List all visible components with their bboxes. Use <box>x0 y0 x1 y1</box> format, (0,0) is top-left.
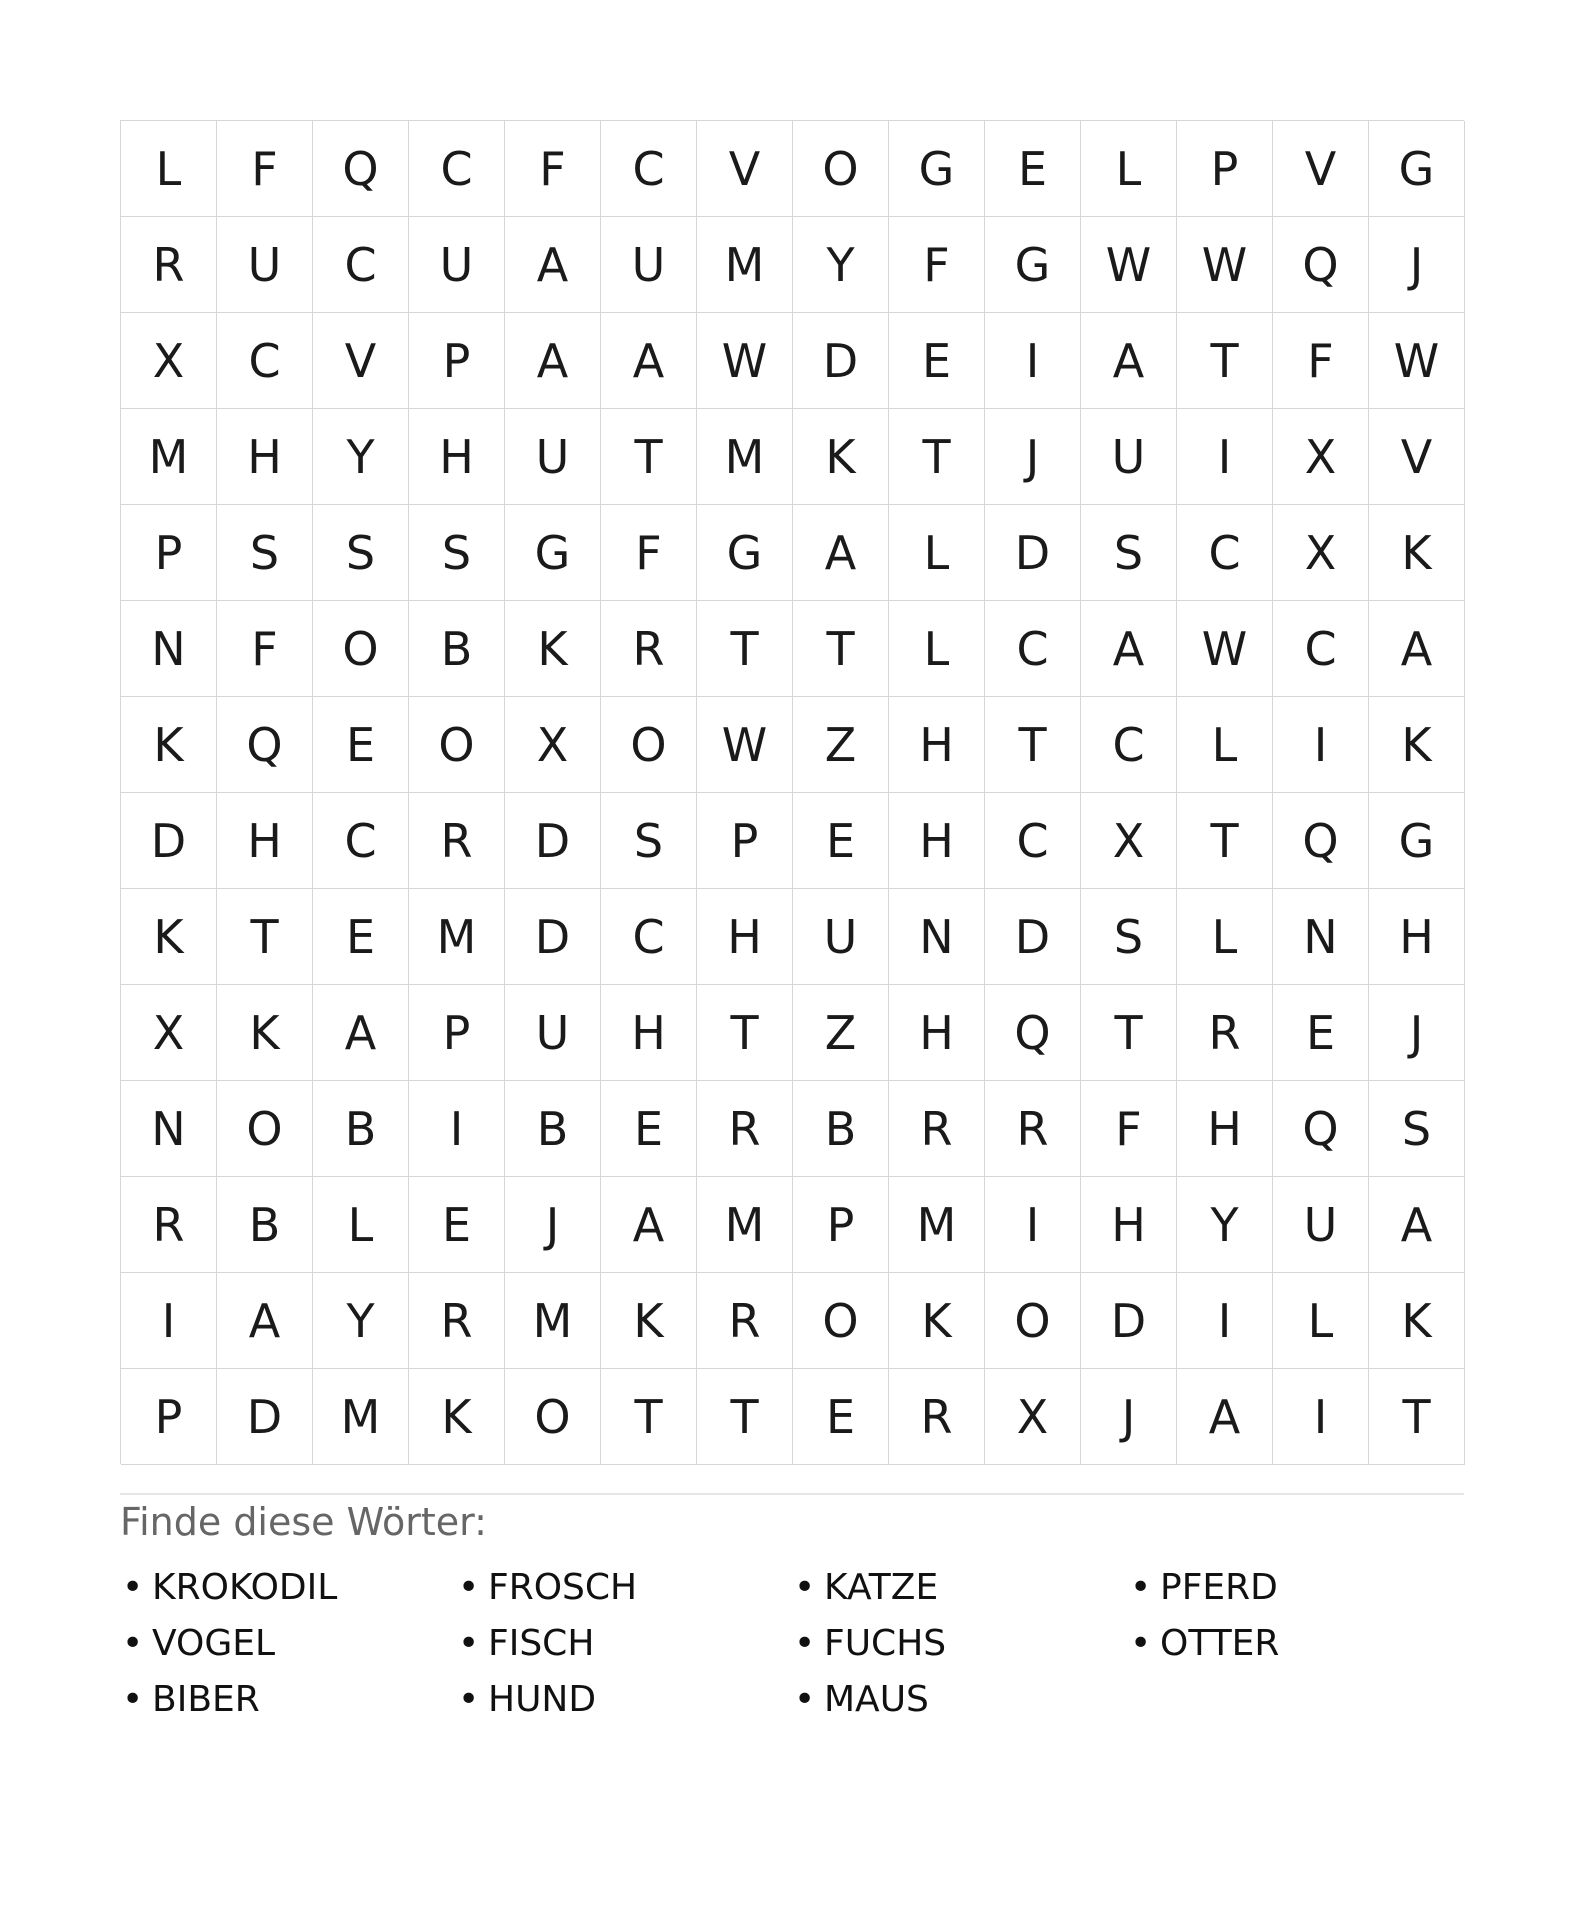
grid-cell[interactable]: V <box>1369 409 1465 505</box>
grid-cell[interactable]: L <box>889 505 985 601</box>
grid-cell[interactable]: H <box>889 697 985 793</box>
grid-cell[interactable]: C <box>313 793 409 889</box>
grid-cell[interactable]: J <box>985 409 1081 505</box>
grid-cell[interactable]: U <box>793 889 889 985</box>
letter-grid <box>120 120 1464 1464</box>
grid-cell[interactable]: K <box>121 889 217 985</box>
grid-cell[interactable]: G <box>889 121 985 217</box>
grid-cell[interactable]: T <box>697 985 793 1081</box>
grid-cell[interactable]: T <box>1081 985 1177 1081</box>
grid-cell[interactable]: R <box>601 601 697 697</box>
grid-cell[interactable]: A <box>601 313 697 409</box>
grid-cell[interactable]: W <box>1177 601 1273 697</box>
bullet-icon: • <box>458 1679 480 1720</box>
word-label: MAUS <box>824 1679 929 1720</box>
grid-cell[interactable]: X <box>121 313 217 409</box>
grid-cell[interactable]: R <box>889 1369 985 1465</box>
grid-cell[interactable]: A <box>1081 601 1177 697</box>
grid-cell[interactable]: C <box>985 793 1081 889</box>
grid-cell[interactable]: L <box>313 1177 409 1273</box>
grid-cell[interactable]: L <box>1177 889 1273 985</box>
grid-cell[interactable]: K <box>217 985 313 1081</box>
grid-cell[interactable]: I <box>1177 409 1273 505</box>
grid-cell[interactable]: U <box>601 217 697 313</box>
bullet-icon: • <box>458 1623 480 1664</box>
grid-cell[interactable]: K <box>1369 505 1465 601</box>
grid-cell[interactable]: U <box>1273 1177 1369 1273</box>
bullet-icon: • <box>794 1623 816 1664</box>
grid-cell[interactable]: C <box>1273 601 1369 697</box>
grid-cell[interactable]: W <box>1369 313 1465 409</box>
grid-cell[interactable]: T <box>697 1369 793 1465</box>
grid-cell[interactable]: R <box>409 793 505 889</box>
grid-cell[interactable]: L <box>889 601 985 697</box>
grid-cell[interactable]: F <box>505 121 601 217</box>
grid-cell[interactable]: K <box>121 697 217 793</box>
grid-cell[interactable]: P <box>121 1369 217 1465</box>
grid-cell[interactable]: A <box>217 1273 313 1369</box>
grid-cell[interactable]: P <box>409 313 505 409</box>
grid-cell[interactable]: C <box>1177 505 1273 601</box>
grid-cell[interactable]: H <box>889 793 985 889</box>
grid-cell[interactable]: T <box>601 1369 697 1465</box>
bullet-icon: • <box>458 1567 480 1608</box>
grid-cell[interactable]: M <box>313 1369 409 1465</box>
grid-cell[interactable]: N <box>121 1081 217 1177</box>
grid-cell[interactable]: M <box>697 409 793 505</box>
grid-cell[interactable]: V <box>697 121 793 217</box>
grid-cell[interactable]: C <box>601 121 697 217</box>
grid-cell[interactable]: N <box>1273 889 1369 985</box>
word-label: PFERD <box>1160 1567 1278 1608</box>
grid-cell[interactable]: X <box>985 1369 1081 1465</box>
grid-cell[interactable]: X <box>121 985 217 1081</box>
grid-cell[interactable]: R <box>889 1081 985 1177</box>
grid-cell[interactable]: C <box>313 217 409 313</box>
grid-cell[interactable]: T <box>601 409 697 505</box>
grid-cell[interactable]: K <box>1369 1273 1465 1369</box>
grid-cell[interactable]: O <box>313 601 409 697</box>
grid-cell[interactable]: G <box>697 505 793 601</box>
grid-cell[interactable]: D <box>217 1369 313 1465</box>
grid-cell[interactable]: I <box>1273 1369 1369 1465</box>
grid-cell[interactable]: A <box>313 985 409 1081</box>
grid-cell[interactable]: I <box>409 1081 505 1177</box>
word-label: KATZE <box>824 1567 939 1608</box>
grid-cell[interactable]: B <box>793 1081 889 1177</box>
grid-cell[interactable]: F <box>1273 313 1369 409</box>
grid-cell[interactable]: M <box>505 1273 601 1369</box>
word-label: FUCHS <box>824 1623 947 1664</box>
grid-cell[interactable]: T <box>793 601 889 697</box>
grid-cell[interactable]: M <box>409 889 505 985</box>
grid-cell[interactable]: D <box>505 889 601 985</box>
grid-cell[interactable]: R <box>1177 985 1273 1081</box>
grid-cell[interactable]: X <box>1273 409 1369 505</box>
grid-cell[interactable]: P <box>409 985 505 1081</box>
grid-cell[interactable]: A <box>601 1177 697 1273</box>
grid-cell[interactable]: S <box>601 793 697 889</box>
grid-cell[interactable]: T <box>697 601 793 697</box>
grid-cell[interactable]: C <box>1081 697 1177 793</box>
grid-cell[interactable]: D <box>985 505 1081 601</box>
grid-cell[interactable]: N <box>121 601 217 697</box>
grid-cell[interactable]: Q <box>1273 217 1369 313</box>
word-list-item <box>458 1672 794 1728</box>
grid-cell[interactable]: L <box>1177 697 1273 793</box>
grid-cell[interactable]: O <box>505 1369 601 1465</box>
grid-cell[interactable]: Q <box>313 121 409 217</box>
word-list <box>122 1560 1466 1728</box>
grid-cell[interactable]: G <box>1369 121 1465 217</box>
grid-cell[interactable]: U <box>1081 409 1177 505</box>
grid-cell[interactable]: W <box>697 313 793 409</box>
grid-cell[interactable]: T <box>1369 1369 1465 1465</box>
grid-cell[interactable]: B <box>409 601 505 697</box>
grid-cell[interactable]: W <box>1081 217 1177 313</box>
grid-cell[interactable]: Q <box>1273 793 1369 889</box>
bullet-icon: • <box>794 1567 816 1608</box>
grid-cell[interactable]: U <box>217 217 313 313</box>
grid-cell[interactable]: E <box>793 1369 889 1465</box>
grid-cell[interactable]: X <box>505 697 601 793</box>
word-list-item <box>794 1616 1130 1672</box>
grid-cell[interactable]: D <box>985 889 1081 985</box>
grid-cell[interactable]: H <box>409 409 505 505</box>
grid-cell[interactable]: K <box>601 1273 697 1369</box>
grid-cell[interactable]: R <box>121 1177 217 1273</box>
grid-cell[interactable]: I <box>121 1273 217 1369</box>
grid-cell[interactable]: Y <box>793 217 889 313</box>
grid-cell[interactable]: O <box>217 1081 313 1177</box>
grid-cell[interactable]: A <box>505 313 601 409</box>
grid-cell[interactable]: T <box>889 409 985 505</box>
grid-cell[interactable]: A <box>1081 313 1177 409</box>
grid-cell[interactable]: C <box>601 889 697 985</box>
grid-cell[interactable]: Z <box>793 697 889 793</box>
grid-cell[interactable]: J <box>1081 1369 1177 1465</box>
grid-cell[interactable]: K <box>409 1369 505 1465</box>
grid-cell[interactable]: H <box>217 409 313 505</box>
grid-cell[interactable]: O <box>985 1273 1081 1369</box>
word-list-item <box>122 1616 458 1672</box>
grid-cell[interactable]: T <box>217 889 313 985</box>
grid-cell[interactable]: E <box>793 793 889 889</box>
grid-cell[interactable]: I <box>985 313 1081 409</box>
grid-cell[interactable]: I <box>985 1177 1081 1273</box>
word-label: FROSCH <box>488 1567 638 1608</box>
grid-cell[interactable]: E <box>889 313 985 409</box>
grid-cell[interactable]: M <box>889 1177 985 1273</box>
grid-cell[interactable]: H <box>217 793 313 889</box>
grid-cell[interactable]: A <box>1177 1369 1273 1465</box>
grid-cell[interactable]: D <box>1081 1273 1177 1369</box>
bullet-icon: • <box>1130 1567 1152 1608</box>
grid-cell[interactable]: K <box>889 1273 985 1369</box>
grid-cell[interactable]: B <box>313 1081 409 1177</box>
grid-cell[interactable]: L <box>1273 1273 1369 1369</box>
grid-cell[interactable]: S <box>409 505 505 601</box>
grid-cell[interactable]: K <box>505 601 601 697</box>
word-label: KROKODIL <box>152 1567 338 1608</box>
word-list-item <box>122 1672 458 1728</box>
grid-cell[interactable]: F <box>1081 1081 1177 1177</box>
grid-cell[interactable]: M <box>121 409 217 505</box>
grid-cell[interactable]: P <box>697 793 793 889</box>
grid-cell[interactable]: K <box>1369 697 1465 793</box>
grid-cell[interactable]: X <box>1081 793 1177 889</box>
grid-cell[interactable]: H <box>1081 1177 1177 1273</box>
grid-cell[interactable]: L <box>121 121 217 217</box>
grid-cell[interactable]: G <box>985 217 1081 313</box>
word-list-item <box>794 1560 1130 1616</box>
word-list-item <box>1130 1616 1466 1672</box>
grid-cell[interactable]: S <box>313 505 409 601</box>
grid-cell[interactable]: H <box>1369 889 1465 985</box>
grid-cell[interactable]: T <box>1177 313 1273 409</box>
grid-cell[interactable]: B <box>505 1081 601 1177</box>
grid-cell[interactable]: V <box>1273 121 1369 217</box>
grid-cell[interactable]: A <box>505 217 601 313</box>
word-list-item <box>122 1560 458 1616</box>
grid-cell[interactable]: G <box>505 505 601 601</box>
bullet-icon: • <box>794 1679 816 1720</box>
grid-cell[interactable]: I <box>1177 1273 1273 1369</box>
grid-cell[interactable]: A <box>1369 1177 1465 1273</box>
grid-cell[interactable]: H <box>697 889 793 985</box>
grid-cell[interactable]: J <box>505 1177 601 1273</box>
grid-cell[interactable]: M <box>697 1177 793 1273</box>
word-list-item <box>458 1560 794 1616</box>
grid-cell[interactable]: K <box>793 409 889 505</box>
grid-cell[interactable]: T <box>985 697 1081 793</box>
grid-cell[interactable]: T <box>1177 793 1273 889</box>
grid-cell[interactable]: U <box>505 985 601 1081</box>
grid-cell[interactable]: Y <box>1177 1177 1273 1273</box>
bullet-icon: • <box>122 1679 144 1720</box>
grid-cell[interactable]: J <box>1369 985 1465 1081</box>
word-label: BIBER <box>152 1679 260 1720</box>
grid-cell[interactable]: U <box>505 409 601 505</box>
grid-cell[interactable]: E <box>1273 985 1369 1081</box>
grid-cell[interactable]: A <box>1369 601 1465 697</box>
grid-cell[interactable]: F <box>601 505 697 601</box>
grid-cell[interactable]: H <box>601 985 697 1081</box>
grid-cell[interactable]: S <box>1369 1081 1465 1177</box>
bullet-icon: • <box>122 1567 144 1608</box>
grid-cell[interactable]: F <box>889 217 985 313</box>
grid-cell[interactable]: O <box>793 121 889 217</box>
grid-cell[interactable]: Q <box>1273 1081 1369 1177</box>
grid-cell[interactable]: N <box>889 889 985 985</box>
grid-cell[interactable]: W <box>1177 217 1273 313</box>
grid-cell[interactable]: E <box>409 1177 505 1273</box>
grid-cell[interactable]: C <box>217 313 313 409</box>
word-list-item <box>794 1672 1130 1728</box>
grid-cell[interactable]: I <box>1273 697 1369 793</box>
grid-cell[interactable]: Y <box>313 409 409 505</box>
grid-cell[interactable]: P <box>1177 121 1273 217</box>
grid-cell[interactable]: D <box>505 793 601 889</box>
grid-cell[interactable]: H <box>1177 1081 1273 1177</box>
divider <box>120 1493 1464 1495</box>
grid-cell[interactable]: D <box>793 313 889 409</box>
grid-cell[interactable]: R <box>697 1081 793 1177</box>
word-label: FISCH <box>488 1623 595 1664</box>
grid-cell[interactable]: E <box>601 1081 697 1177</box>
grid-cell[interactable]: E <box>313 697 409 793</box>
grid-cell[interactable]: R <box>409 1273 505 1369</box>
grid-cell[interactable]: D <box>121 793 217 889</box>
grid-cell[interactable]: J <box>1369 217 1465 313</box>
grid-cell[interactable]: C <box>985 601 1081 697</box>
grid-cell[interactable]: Y <box>313 1273 409 1369</box>
grid-cell[interactable]: O <box>601 697 697 793</box>
grid-cell[interactable]: S <box>217 505 313 601</box>
word-list-item <box>458 1616 794 1672</box>
grid-cell[interactable]: E <box>985 121 1081 217</box>
grid-cell[interactable]: R <box>985 1081 1081 1177</box>
grid-cell[interactable]: M <box>697 217 793 313</box>
grid-cell[interactable]: H <box>889 985 985 1081</box>
grid-cell[interactable]: Z <box>793 985 889 1081</box>
grid-cell[interactable]: S <box>1081 505 1177 601</box>
grid-cell[interactable]: V <box>313 313 409 409</box>
grid-cell[interactable]: R <box>697 1273 793 1369</box>
grid-cell[interactable]: G <box>1369 793 1465 889</box>
grid-cell[interactable]: X <box>1273 505 1369 601</box>
bullet-icon: • <box>122 1623 144 1664</box>
grid-cell[interactable]: A <box>793 505 889 601</box>
grid-cell[interactable]: W <box>697 697 793 793</box>
bullet-icon: • <box>1130 1623 1152 1664</box>
grid-cell[interactable]: F <box>217 601 313 697</box>
word-list-heading: Finde diese Wörter: <box>120 1500 487 1544</box>
word-label: VOGEL <box>152 1623 276 1664</box>
grid-cell[interactable]: P <box>793 1177 889 1273</box>
grid-cell[interactable]: P <box>121 505 217 601</box>
grid-cell[interactable]: U <box>409 217 505 313</box>
grid-cell[interactable]: C <box>409 121 505 217</box>
grid-cell[interactable]: L <box>1081 121 1177 217</box>
grid-cell[interactable]: Q <box>985 985 1081 1081</box>
grid-cell[interactable]: R <box>121 217 217 313</box>
word-label: HUND <box>488 1679 597 1720</box>
grid-cell[interactable]: E <box>313 889 409 985</box>
grid-cell[interactable]: O <box>409 697 505 793</box>
grid-cell[interactable]: S <box>1081 889 1177 985</box>
word-label: OTTER <box>1160 1623 1280 1664</box>
grid-cell[interactable]: Q <box>217 697 313 793</box>
grid-cell[interactable]: F <box>217 121 313 217</box>
grid-cell[interactable]: O <box>793 1273 889 1369</box>
word-list-item <box>1130 1560 1466 1616</box>
grid-cell[interactable]: B <box>217 1177 313 1273</box>
